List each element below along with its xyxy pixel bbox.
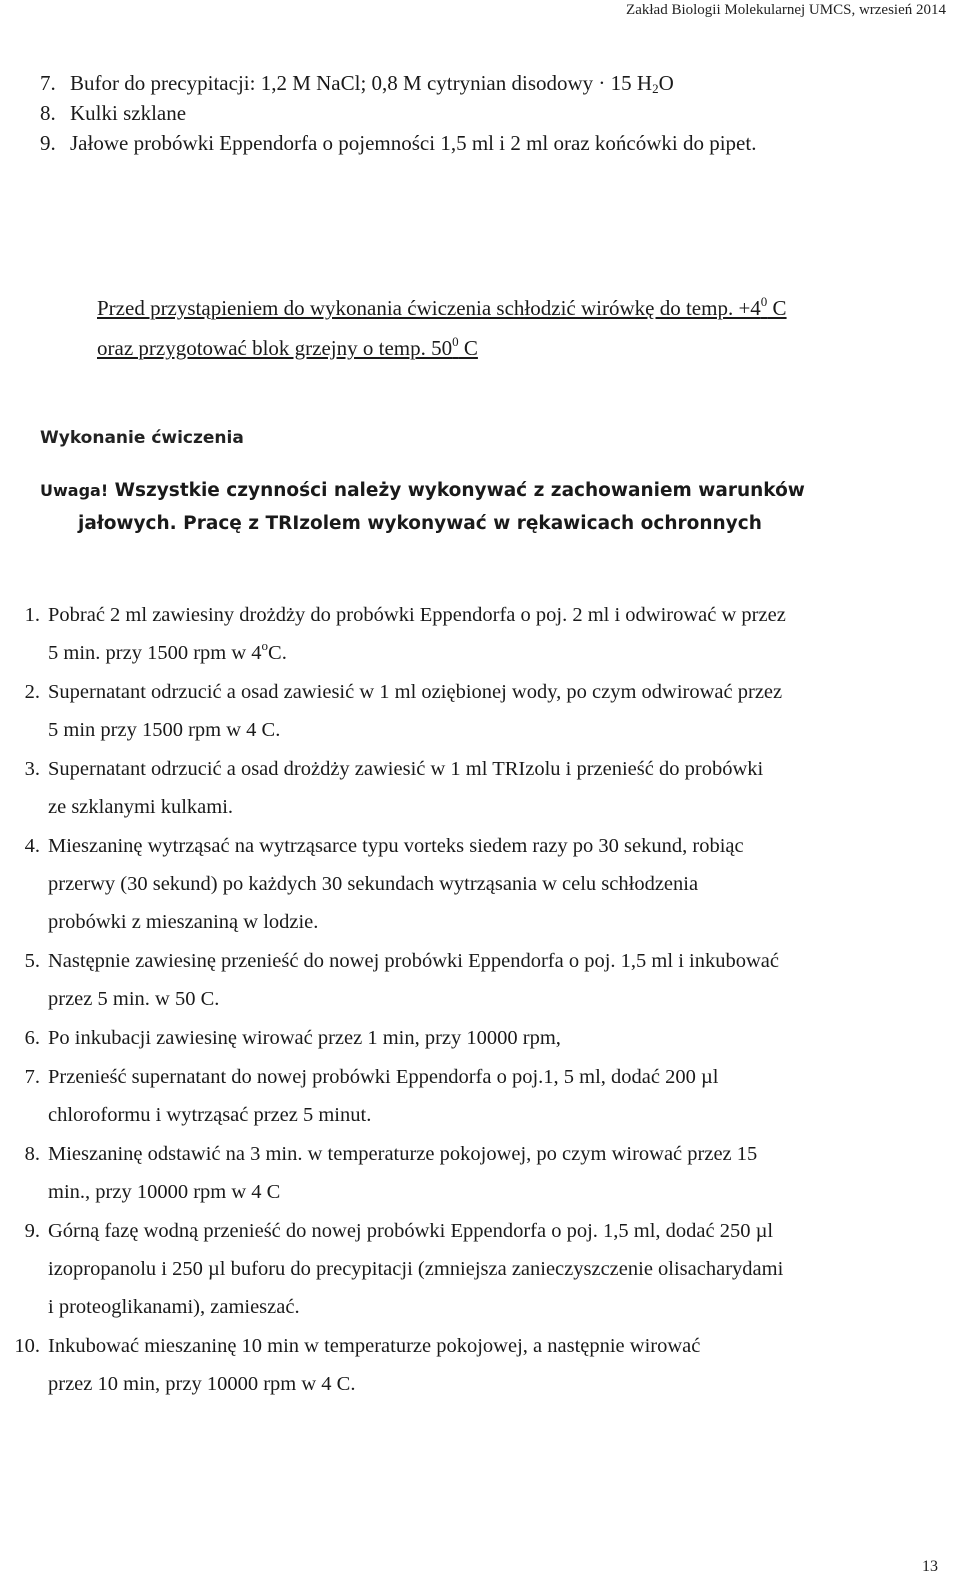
step-number: 2.: [24, 681, 40, 703]
step-number: 5.: [24, 950, 40, 972]
warning-block: [40, 474, 960, 540]
step-number: 8.: [24, 1143, 40, 1165]
note-text: C: [458, 336, 478, 360]
list-item-text: Kulki szklane: [70, 101, 187, 125]
note-text: C: [767, 296, 787, 320]
note-line: [97, 288, 787, 328]
step-line: Przenieść supernatant do nowej probówki Eppendorfa o poj.1, 5 ml, dodać 200 µl: [48, 1066, 719, 1088]
step-line: izopropanolu i 250 µl buforu do precypitacji (zmniejsza zanieczyszczenie olisacharydami: [48, 1258, 784, 1280]
superscript: 0: [452, 334, 459, 349]
step-line: chloroformu i wytrząsać przez 5 minut.: [48, 1104, 372, 1126]
page-number: 13: [922, 1558, 938, 1575]
step-line: Pobrać 2 ml zawiesiny drożdży do probówki Eppendorfa o poj. 2 ml i odwirować w przez: [48, 604, 786, 626]
warning-text: Wszystkie czynności należy wykonywać z zachowaniem warunków: [108, 480, 805, 501]
step-number: 3.: [24, 758, 40, 780]
step-line: Następnie zawiesinę przenieść do nowej probówki Eppendorfa o poj. 1,5 ml i inkubować: [48, 950, 779, 972]
step-number: 7.: [24, 1066, 40, 1088]
step-line: probówki z mieszaniną w lodzie.: [48, 911, 319, 933]
materials-list: [40, 68, 940, 158]
subscript: 2: [652, 81, 659, 96]
warning-lead: Uwaga!: [40, 481, 109, 500]
note-text: Przed przystąpieniem do wykonania ćwiczenia schłodzić wirówkę do temp. +4: [97, 296, 761, 320]
note-line: [97, 328, 787, 368]
warning-line: jałowych. Pracę z TRIzolem wykonywać w rękawicach ochronnych: [78, 513, 762, 534]
step-line: ze szklanymi kulkami.: [48, 796, 234, 818]
page-header: Zakład Biologii Molekularnej UMCS, wrzesień 2014: [626, 2, 946, 18]
list-item: [8, 1212, 948, 1326]
procedure-steps: [8, 596, 948, 1404]
section-title: Wykonanie ćwiczenia: [40, 428, 244, 448]
step-line: Supernatant odrzucić a osad zawiesić w 1 ml oziębionej wody, po czym odwirować przez: [48, 681, 783, 703]
step-line: Mieszaninę odstawić na 3 min. w temperaturze pokojowej, po czym wirować przez 15: [48, 1143, 758, 1165]
list-item: [8, 596, 948, 672]
step-number: 9.: [24, 1220, 40, 1242]
list-item: [8, 1135, 948, 1211]
list-item: [40, 128, 940, 158]
list-item: [8, 750, 948, 826]
list-item: [8, 1058, 948, 1134]
step-number: 1.: [24, 604, 40, 626]
step-line: 5 min przy 1500 rpm w 4 C.: [48, 719, 281, 741]
list-item-number: 9.: [40, 131, 56, 155]
step-line: Supernatant odrzucić a osad drożdży zawiesić w 1 ml TRIzolu i przenieść do probówki: [48, 758, 764, 780]
step-line: przez 5 min. w 50 C.: [48, 988, 220, 1010]
step-line: min., przy 10000 rpm w 4 C: [48, 1181, 281, 1203]
list-item: [8, 942, 948, 1018]
list-item-number: 8.: [40, 101, 56, 125]
step-line: Inkubować mieszaninę 10 min w temperaturze pokojowej, a następnie wirować: [48, 1335, 701, 1357]
step-line: Mieszaninę wytrząsać na wytrząsarce typu vorteks siedem razy po 30 sekund, robiąc: [48, 835, 744, 857]
step-number: 4.: [24, 835, 40, 857]
list-item: [40, 68, 940, 98]
list-item: [8, 1327, 948, 1403]
step-line-text: 5 min. przy 1500 rpm w 4: [48, 642, 262, 664]
list-item-number: 7.: [40, 71, 56, 95]
note-text: oraz przygotować blok grzejny o temp. 50: [97, 336, 453, 360]
step-line: Górną fazę wodną przenieść do nowej probówki Eppendorfa o poj. 1,5 ml, dodać 250 µl: [48, 1220, 774, 1242]
list-item: [40, 98, 940, 128]
warning-line: [40, 474, 960, 507]
step-number: 6.: [24, 1027, 40, 1049]
list-item-text: Bufor do precypitacji: 1,2 M NaCl; 0,8 M cytrynian disodowy · 15 H: [70, 71, 653, 95]
superscript: 0: [760, 294, 768, 309]
step-line: [48, 634, 948, 672]
step-line: i proteoglikanami), zamieszać.: [48, 1296, 300, 1318]
step-line: przez 10 min, przy 10000 rpm w 4 C.: [48, 1373, 356, 1395]
list-item-text-tail: O: [658, 71, 674, 95]
step-line: przerwy (30 sekund) po każdych 30 sekundach wytrząsania w celu schłodzenia: [48, 873, 699, 895]
step-number: 10.: [14, 1335, 40, 1357]
step-line-tail: C.: [268, 642, 287, 664]
superscript: o: [261, 638, 269, 653]
step-line: Po inkubacji zawiesinę wirować przez 1 min, przy 10000 rpm,: [48, 1027, 561, 1049]
list-item: [8, 827, 948, 941]
preparation-note: [97, 288, 787, 368]
list-item: [8, 673, 948, 749]
list-item-text: Jałowe probówki Eppendorfa o pojemności 1,5 ml i 2 ml oraz końcówki do pipet.: [70, 131, 757, 155]
list-item: [8, 1019, 948, 1057]
